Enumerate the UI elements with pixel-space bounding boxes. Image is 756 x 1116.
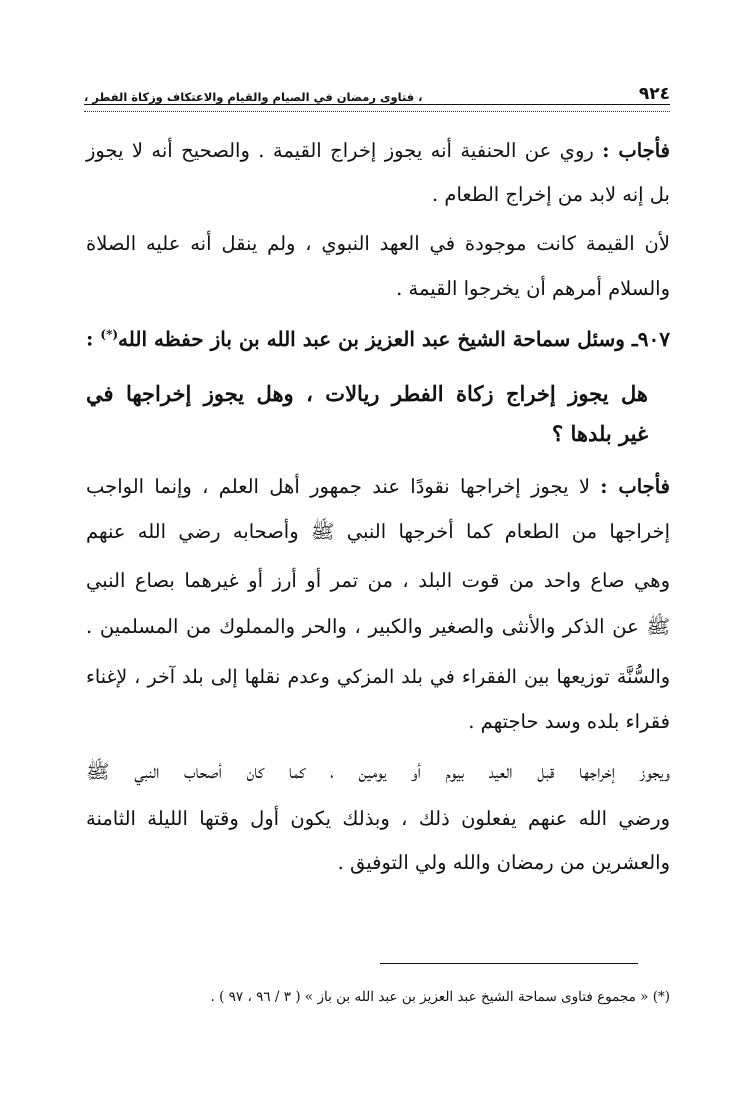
answer2-line8: ورضي الله عنهم يفعلون ذلك ، وبذلك يكون أول وقتها الليلة الثامنة [86, 807, 670, 830]
answer2-line1 [86, 471, 670, 503]
answer-lead: فأجاب : [602, 139, 670, 162]
answer2-line9: والعشرين من رمضان والله ولي التوفيق . [337, 851, 670, 874]
footnote-divider [380, 963, 638, 964]
page-number: ٩٢٤ [638, 84, 670, 104]
question-colon: : [86, 326, 94, 351]
footnote-marker: (*) [100, 327, 119, 341]
answer1-line1 [86, 135, 670, 167]
answer-text: روي عن الحنفية أنه يجوز إخراج القيمة . والصحيح أنه لا يجوز [86, 139, 594, 162]
answer2-line6: فقراء بلده وسد حاجتهم . [468, 710, 670, 733]
answer2-line2: إخراجها من الطعام كما أخرجها النبي ﷺ وأصحابه رضي الله عنهم [86, 520, 670, 543]
answer2-line7: ويجوز إخراجها قبل العيد بيوم أو يومين ، كما كان أصحاب النبي ﷺ [86, 760, 670, 783]
page-header [84, 74, 670, 104]
answer1-line4: والسلام أمرهم أن يخرجوا القيمة . [396, 277, 670, 300]
footnote: (*) « مجموع فتاوى سماحة الشيخ عبد العزيز بن عبد الله بن باز » ( ٣ / ٩٦ ، ٩٧ ) . [210, 989, 670, 1005]
answer-lead: فأجاب : [600, 475, 671, 498]
answer2-line4: ﷺ عن الذكر والأنثى والصغير والكبير ، والحر والمملوك من المسلمين . [86, 615, 670, 638]
answer2-line3: وهي صاع واحد من قوت البلد ، من تمر أو أرز أو غيرهما بصاع النبي [86, 569, 670, 592]
answer1-line2: بل إنه لابد من إخراج الطعام . [432, 183, 670, 206]
question-heading [86, 318, 670, 350]
answer-text: لا يجوز إخراجها نقودًا عند جمهور أهل العلم ، وإنما الواجب [86, 475, 590, 498]
question-heading-text: وسئل سماحة الشيخ عبد العزيز بن عبد الله بن باز حفظه الله [118, 326, 625, 351]
running-title: ، فتاوى رمضان في الصيام والقيام والاعتكاف وزكاة الفطر ، [84, 90, 423, 104]
answer1-line3: لأن القيمة كانت موجودة في العهد النبوي ، ولم ينقل أنه عليه الصلاة [86, 232, 670, 255]
header-divider [84, 104, 670, 112]
question-number: ٩٠٧ـ [631, 326, 670, 351]
answer2-line5: والسُّنَّة توزيعها بين الفقراء في بلد المزكي وعدم نقلها إلى بلد آخر ، لإغناء [86, 666, 670, 688]
question-text-line1: هل يجوز إخراج زكاة الفطر ريالات ، وهل يجوز إخراجها في [86, 381, 648, 406]
question-text-line2: غير بلدها ؟ [552, 421, 648, 446]
